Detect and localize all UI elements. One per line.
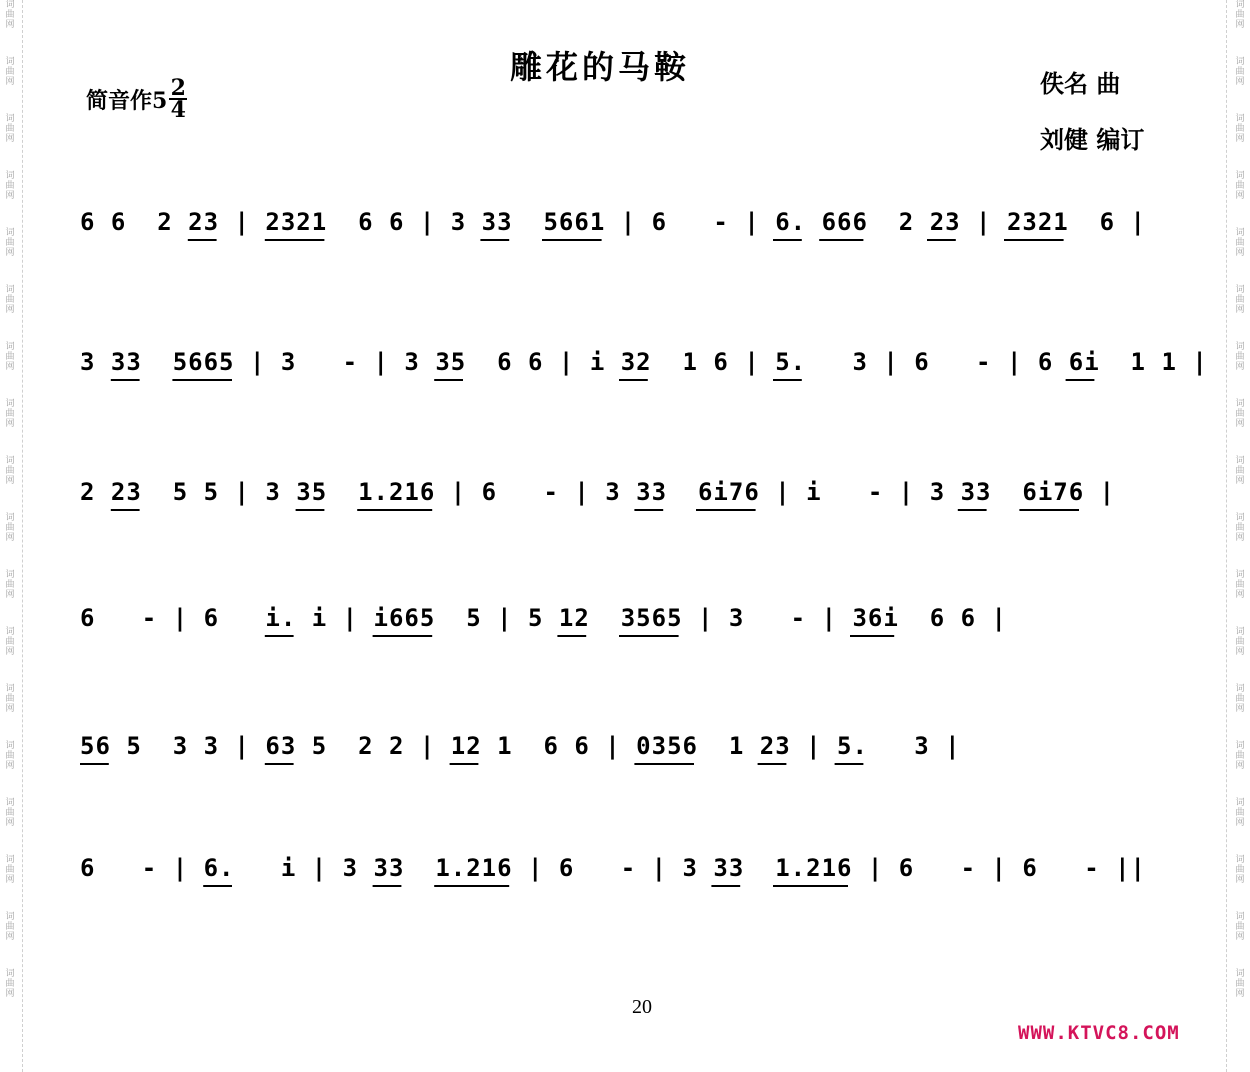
note-beams: [74, 586, 1208, 664]
score-line-2: [74, 330, 1208, 408]
score-line-5-notes: 56 5 3 3 | 63 5 2 2 | 12 1 6 6 | 0356 1 23 | 5. 3 |: [80, 732, 961, 760]
key-signature: [86, 75, 187, 123]
score-line-2-notes: 3 33 5665 | 3 - | 3 35 6 6 | i 32 1 6 | 5. 3 | 6 - | 6 6i 1 1 |: [80, 348, 1208, 376]
side-watermark-group: 词 曲 网: [1235, 798, 1245, 828]
side-watermark-group: 词 曲 网: [1235, 855, 1245, 885]
score-line-6: [74, 836, 1208, 914]
score-line-1-notes: 6 6 2 23 | 2321 6 6 | 3 33 5661 | 6 - | 6. 666 2 23 | 2321 6 |: [80, 208, 1146, 236]
side-watermark-group: 词 曲 网: [5, 627, 15, 657]
side-watermark-group: 词 曲 网: [5, 171, 15, 201]
side-watermark-group: 词 曲 网: [1235, 399, 1245, 429]
side-watermark-group: 词 曲 网: [1235, 456, 1245, 486]
side-watermark-group: 词 曲 网: [1235, 285, 1245, 315]
side-watermark-group: 词 曲 网: [5, 342, 15, 372]
side-watermark-group: 词 曲 网: [1235, 969, 1245, 999]
side-watermark-group: 词 曲 网: [5, 969, 15, 999]
side-watermark-group: 词 曲 网: [5, 285, 15, 315]
side-watermark-group: 词 曲 网: [1235, 570, 1245, 600]
note-beams: [74, 330, 1208, 408]
side-watermark-group: 词 曲 网: [1235, 513, 1245, 543]
score-line-5: [74, 714, 1208, 792]
score-line-3-notes: 2 23 5 5 | 3 35 1.216 | 6 - | 3 33 6i76 | i - | 3 33 6i76 |: [80, 478, 1116, 506]
side-watermark-group: 词 曲 网: [1235, 171, 1245, 201]
side-watermark-left: [2, 0, 18, 1072]
site-watermark: WWW.KTVC8.COM: [1018, 1022, 1180, 1044]
side-watermark-group: 词 曲 网: [5, 114, 15, 144]
song-title: 雕花的马鞍: [509, 48, 690, 86]
side-watermark-group: 词 曲 网: [1235, 741, 1245, 771]
side-watermark-group: 词 曲 网: [5, 798, 15, 828]
note-beams: [74, 836, 1208, 914]
side-watermark-group: 词 曲 网: [1235, 0, 1245, 30]
time-top: 2: [170, 75, 186, 101]
side-watermark-group: 词 曲 网: [1235, 57, 1245, 87]
side-watermark-group: 词 曲 网: [5, 0, 15, 30]
side-watermark-group: 词 曲 网: [1235, 627, 1245, 657]
score-line-4: [74, 586, 1208, 664]
side-watermark-group: 词 曲 网: [1235, 228, 1245, 258]
note-beams: [74, 460, 1208, 538]
key-text: 简音作5: [86, 87, 168, 114]
arranger-credit: 刘健 编订: [1040, 125, 1145, 154]
side-watermark-group: 词 曲 网: [5, 912, 15, 942]
time-bottom: 4: [170, 97, 186, 123]
side-watermark-group: 词 曲 网: [1235, 912, 1245, 942]
side-watermark-group: 词 曲 网: [5, 228, 15, 258]
note-beams: [74, 190, 1208, 268]
side-watermark-group: 词 曲 网: [5, 399, 15, 429]
side-watermark-group: 词 曲 网: [5, 57, 15, 87]
side-watermark-group: 词 曲 网: [5, 513, 15, 543]
page-number: 20: [632, 996, 652, 1018]
side-watermark-right: [1232, 0, 1248, 1072]
note-beams: [74, 714, 1208, 792]
side-watermark-group: 词 曲 网: [5, 684, 15, 714]
right-margin-line: [1226, 0, 1227, 1072]
score-line-4-notes: 6 - | 6 i. i | i665 5 | 5 12 3565 | 3 - | 36i 6 6 |: [80, 604, 1007, 632]
side-watermark-group: 词 曲 网: [1235, 342, 1245, 372]
score-line-3: [74, 460, 1208, 538]
side-watermark-group: 词 曲 网: [5, 741, 15, 771]
left-margin-line: [22, 0, 23, 1072]
score-line-1: [74, 190, 1208, 268]
composer-credit: 佚名 曲: [1040, 69, 1121, 98]
score-line-6-notes: 6 - | 6. i | 3 33 1.216 | 6 - | 3 33 1.216 | 6 - | 6 - ||: [80, 854, 1146, 882]
time-signature: [169, 75, 187, 123]
side-watermark-group: 词 曲 网: [5, 570, 15, 600]
side-watermark-group: 词 曲 网: [1235, 114, 1245, 144]
side-watermark-group: 词 曲 网: [5, 456, 15, 486]
side-watermark-group: 词 曲 网: [1235, 684, 1245, 714]
side-watermark-group: 词 曲 网: [5, 855, 15, 885]
